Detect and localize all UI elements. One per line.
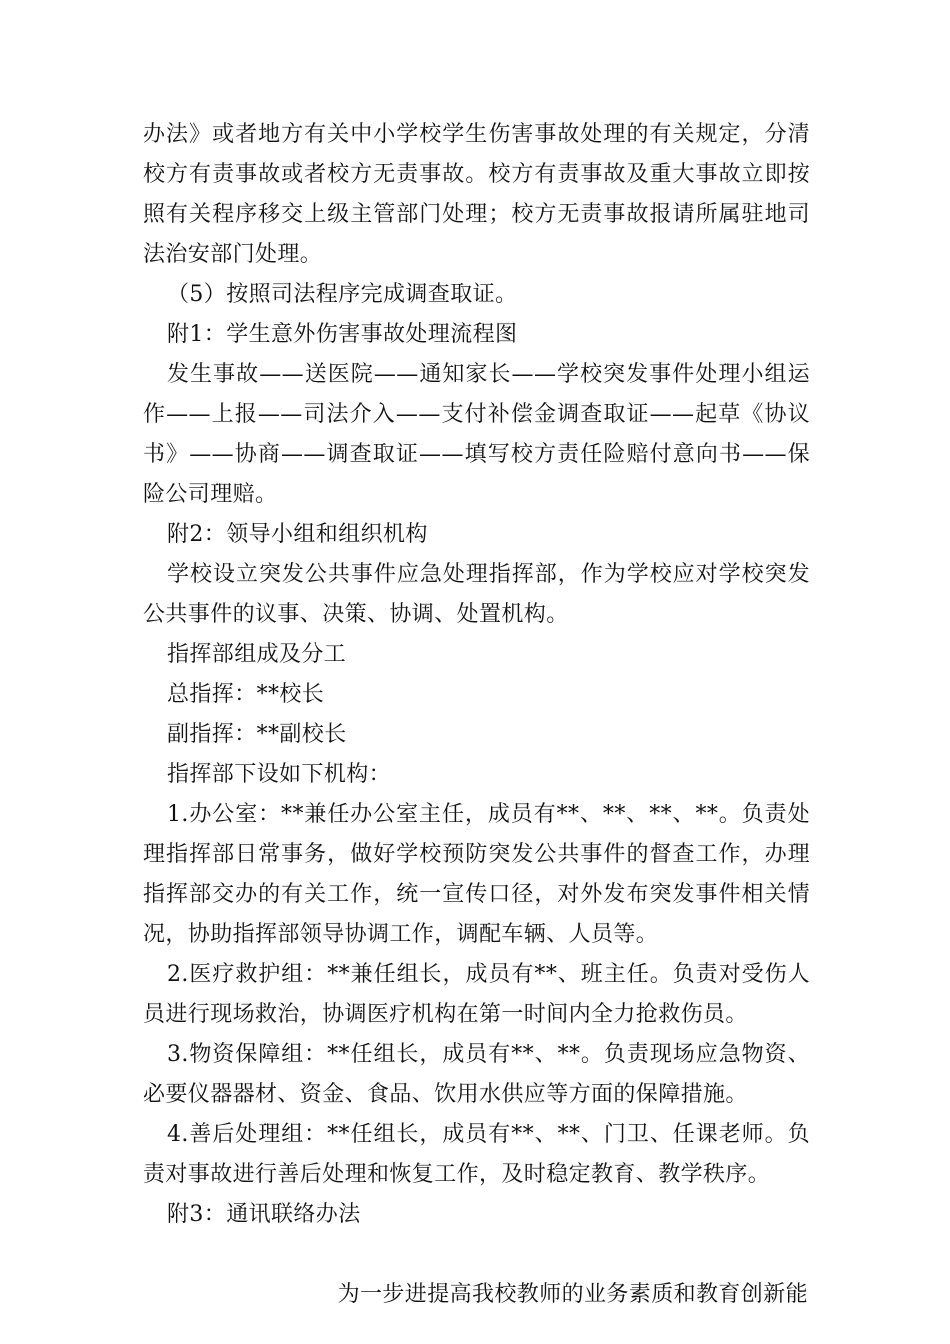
document-page	[143, 115, 810, 1315]
paragraph-process-flow: 发生事故——送医院——通知家长——学校突发事件处理小组运作——上报——司法介入——支付补偿金调查取证——起草《协议书》——协商——调查取证——填写校方责任险赔付意向书——保险公司理赔。	[143, 362, 810, 507]
paragraph-aftermath-team: 4.善后处理组：**任组长，成员有**、**、门卫、任课老师。负责对事故进行善后处理和恢复工作，及时稳定教育、教学秩序。	[143, 1122, 810, 1187]
paragraph-medical-team: 2.医疗救护组：**兼任组长，成员有**、班主任。负责对受伤人员进行现场救治，协调医疗机构在第一时间内全力抢救伤员。	[143, 962, 810, 1027]
appendix-3-heading: 附3：通讯联络办法	[167, 1202, 361, 1227]
paragraph-supplies-team: 3.物资保障组：**任组长，成员有**、**。负责现场应急物资、必要仪器器材、资金、食品、饮用水供应等方面的保障措施。	[143, 1042, 810, 1107]
appendix-1-heading: 附1：学生意外伤害事故处理流程图	[167, 322, 518, 347]
line-deputy-commander: 副指挥：**副校长	[167, 722, 347, 747]
appendix-2-heading: 附2：领导小组和组织机构	[167, 522, 428, 547]
subheading-departments: 指挥部下设如下机构：	[167, 762, 392, 787]
line-commander: 总指挥：**校长	[167, 682, 325, 707]
paragraph-regulation-classification: 办法》或者地方有关中小学校学生伤害事故处理的有关规定，分清校方有责事故或者校方无责事故。校方有责事故及重大事故立即按照有关程序移交上级主管部门处理；校方无责事故报请所属驻地司法治安部门处理。	[143, 122, 810, 267]
section-gap	[143, 1235, 810, 1275]
paragraph-step-5: （5）按照司法程序完成调查取证。	[167, 282, 518, 307]
paragraph-office: 1.办公室：**兼任办公室主任，成员有**、**、**、**。负责处理指挥部日常事务，做好学校预防突发公共事件的督查工作，办理指挥部交办的有关工作，统一宣传口径，对外发布突发事件相关情况，协助指挥部领导协调工作，调配车辆、人员等。	[143, 802, 810, 947]
trailing-text-line: 为一步进提高我校教师的业务素质和教育创新能	[337, 1282, 808, 1307]
paragraph-command-center: 学校设立突发公共事件应急处理指挥部，作为学校应对学校突发公共事件的议事、决策、协调、处置机构。	[143, 562, 810, 627]
subheading-composition: 指挥部组成及分工	[167, 642, 347, 667]
